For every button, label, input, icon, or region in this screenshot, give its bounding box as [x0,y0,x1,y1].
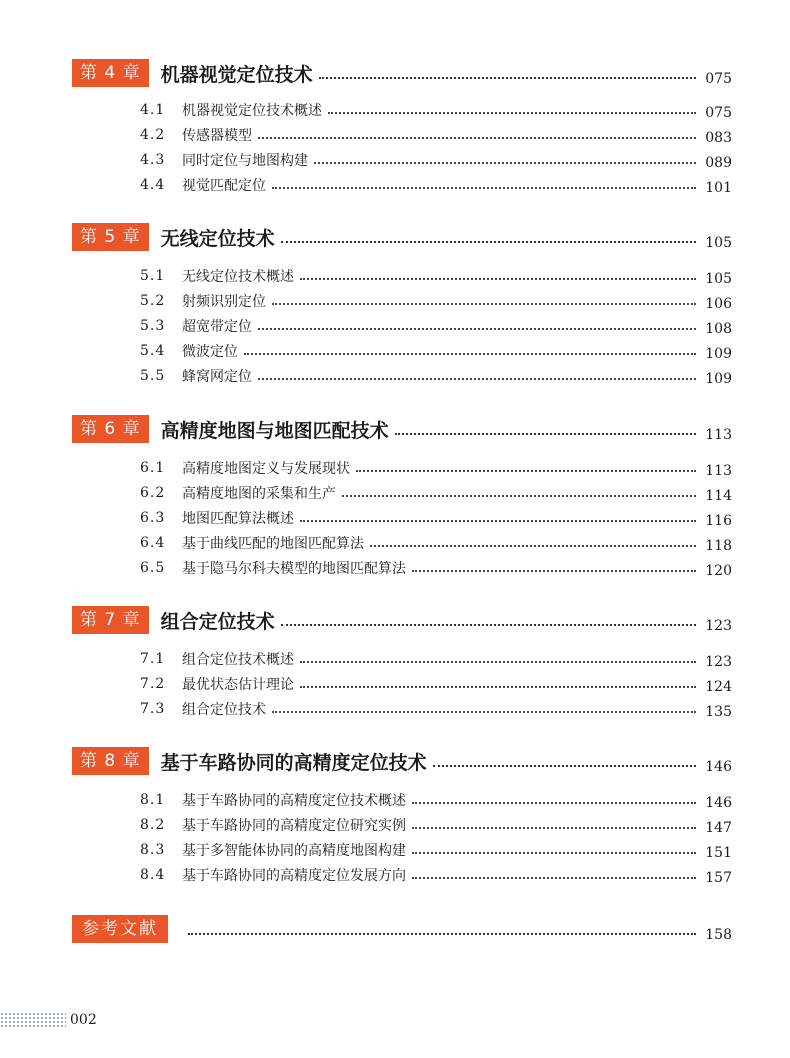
section-page-number: 109 [705,371,732,387]
section-page-number: 105 [705,271,732,287]
dot-pattern-decoration [0,1012,66,1028]
section-number: 6.5 [140,560,166,576]
section-page-number: 106 [705,296,732,312]
chapter-page-number: 105 [705,235,732,251]
chapter-title: 无线定位技术 [160,227,275,250]
section-number: 6.3 [140,510,166,526]
section-number: 6.4 [140,535,166,551]
section-number: 6.2 [140,485,166,501]
section-number: 4.4 [140,177,166,193]
toc-entry[interactable] [140,839,732,861]
section-number: 8.2 [140,817,166,833]
section-number: 8.1 [140,792,166,808]
dot-leader [272,303,696,305]
page-number: 002 [70,1012,97,1028]
section-page-number: 089 [705,155,732,171]
section-title: 基于隐马尔科夫模型的地图匹配算法 [182,561,406,577]
section-number: 6.1 [140,460,166,476]
section-number: 8.4 [140,867,166,883]
section-title: 基于车路协同的高精度定位发展方向 [182,868,406,884]
dot-leader [244,353,696,355]
section-page-number: 075 [705,105,732,121]
toc-entry[interactable] [140,507,732,529]
section-title: 基于车路协同的高精度定位技术概述 [182,793,406,809]
dot-leader [300,661,696,663]
dot-leader [300,278,696,280]
references-heading[interactable] [72,914,732,944]
dot-leader [281,241,696,243]
section-title: 超宽带定位 [182,319,252,335]
section-number: 5.4 [140,343,166,359]
toc-entry[interactable] [140,789,732,811]
section-title: 高精度地图定义与发展现状 [182,461,350,477]
section-number: 5.1 [140,268,166,284]
toc-entry[interactable] [140,365,732,387]
section-number: 7.1 [140,651,166,667]
section-title: 传感器模型 [182,128,252,144]
section-title: 组合定位技术概述 [182,652,294,668]
section-page-number: 101 [705,180,732,196]
section-title: 机器视觉定位技术概述 [182,103,322,119]
chapter-badge: 第 5 章 [72,223,149,251]
section-page-number: 116 [705,513,732,529]
chapter-7-heading[interactable] [72,605,732,635]
section-number: 4.1 [140,102,166,118]
section-page-number: 120 [705,563,732,579]
dot-leader [370,545,696,547]
chapter-title: 基于车路协同的高精度定位技术 [160,751,427,774]
section-page-number: 083 [705,130,732,146]
dot-leader [412,852,696,854]
toc-entry[interactable] [140,265,732,287]
section-page-number: 135 [705,704,732,720]
section-number: 7.3 [140,701,166,717]
section-page-number: 123 [705,654,732,670]
chapter-title: 组合定位技术 [160,610,275,633]
chapter-page-number: 146 [705,759,732,775]
section-page-number: 124 [705,679,732,695]
dot-leader [433,765,696,767]
section-number: 4.3 [140,152,166,168]
chapter-8-heading[interactable] [72,746,732,776]
dot-leader [300,686,696,688]
section-number: 4.2 [140,127,166,143]
toc-entry[interactable] [140,149,732,171]
dot-leader [188,933,696,935]
dot-leader [314,162,696,164]
section-title: 视觉匹配定位 [182,178,266,194]
section-title: 无线定位技术概述 [182,269,294,285]
section-page-number: 118 [705,538,732,554]
dot-leader [412,802,696,804]
chapter-badge: 第 8 章 [72,747,149,775]
dot-leader [412,877,696,879]
section-number: 5.5 [140,368,166,384]
section-page-number: 146 [705,795,732,811]
toc-entry[interactable] [140,557,732,579]
section-title: 基于曲线匹配的地图匹配算法 [182,536,364,552]
dot-leader [412,827,696,829]
section-number: 5.3 [140,318,166,334]
toc-entry[interactable] [140,673,732,695]
chapter-4-heading[interactable] [72,58,732,88]
toc-entry[interactable] [140,99,732,121]
chapter-title: 机器视觉定位技术 [160,63,313,86]
section-number: 7.2 [140,676,166,692]
section-title: 蜂窝网定位 [182,369,252,385]
toc-entry[interactable] [140,532,732,554]
page-footer [0,1010,97,1030]
section-number: 8.3 [140,842,166,858]
section-page-number: 157 [705,870,732,886]
section-title: 高精度地图的采集和生产 [182,486,336,502]
chapter-badge: 第 4 章 [72,59,149,87]
references-page-number: 158 [705,927,732,943]
toc-entry[interactable] [140,290,732,312]
dot-leader [258,328,696,330]
dot-leader [395,433,696,435]
toc-entry[interactable] [140,648,732,670]
dot-leader [258,378,696,380]
section-title: 最优状态估计理论 [182,677,294,693]
section-page-number: 113 [705,463,732,479]
chapter-page-number: 075 [705,71,732,87]
chapter-page-number: 113 [705,427,732,443]
section-title: 同时定位与地图构建 [182,153,308,169]
dot-leader [356,470,696,472]
section-page-number: 108 [705,321,732,337]
chapter-title: 高精度地图与地图匹配技术 [160,419,389,442]
dot-leader [272,187,696,189]
references-badge: 参考文献 [72,915,168,943]
toc-entry[interactable] [140,174,732,196]
chapter-badge: 第 7 章 [72,606,149,634]
section-title: 基于车路协同的高精度定位研究实例 [182,818,406,834]
chapter-badge: 第 6 章 [72,415,149,443]
toc-entry[interactable] [140,124,732,146]
toc-entry[interactable] [140,698,732,720]
chapter-page-number: 123 [705,618,732,634]
section-page-number: 114 [705,488,732,504]
toc-entry[interactable] [140,340,732,362]
section-page-number: 151 [705,845,732,861]
chapter-6-heading[interactable] [72,414,732,444]
toc-entry[interactable] [140,864,732,886]
section-title: 基于多智能体协同的高精度地图构建 [182,843,406,859]
section-title: 组合定位技术 [182,702,266,718]
dot-leader [319,77,696,79]
dot-leader [342,495,696,497]
dot-leader [272,711,696,713]
toc-entry[interactable] [140,315,732,337]
dot-leader [258,137,696,139]
section-title: 射频识别定位 [182,294,266,310]
section-page-number: 147 [705,820,732,836]
toc-entry[interactable] [140,482,732,504]
chapter-5-heading[interactable] [72,222,732,252]
toc-entry[interactable] [140,814,732,836]
toc-entry[interactable] [140,457,732,479]
section-title: 地图匹配算法概述 [182,511,294,527]
dot-leader [328,112,696,114]
section-title: 微波定位 [182,344,238,360]
dot-leader [281,624,696,626]
dot-leader [412,570,696,572]
dot-leader [300,520,696,522]
section-page-number: 109 [705,346,732,362]
section-number: 5.2 [140,293,166,309]
